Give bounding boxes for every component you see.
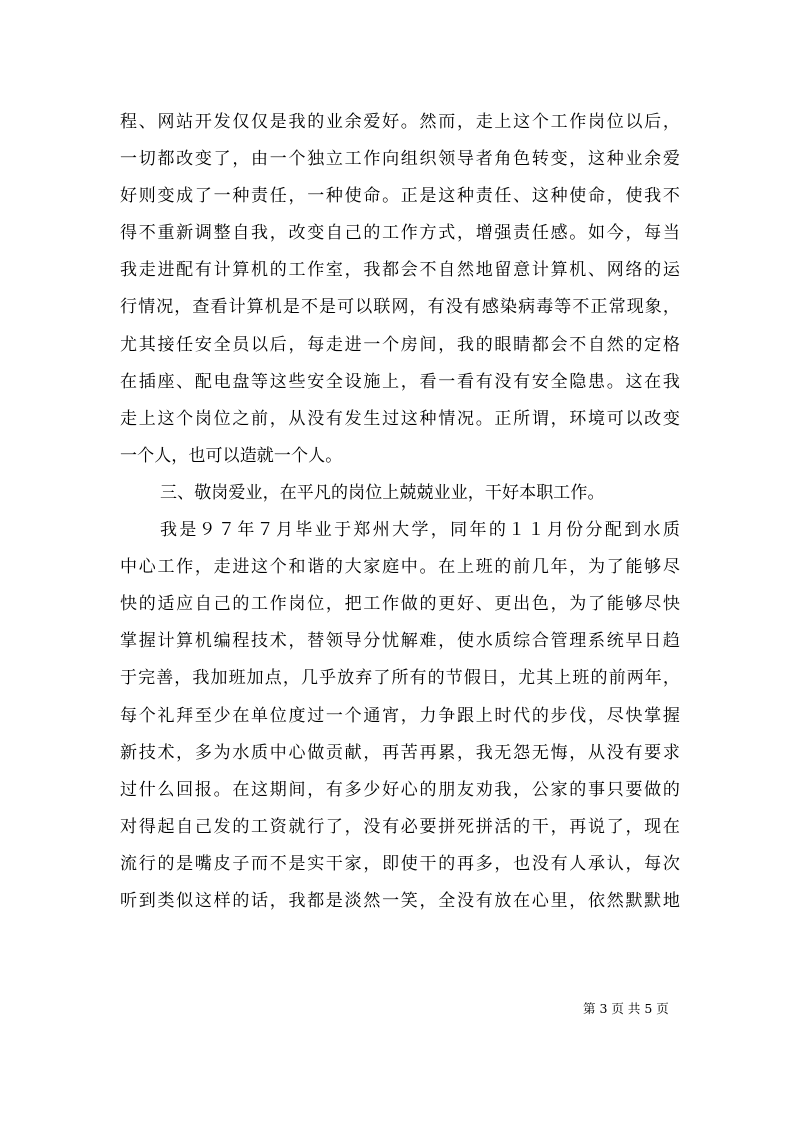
section-heading: 三、敬岗爱业，在平凡的岗位上兢兢业业，干好本职工作。	[160, 482, 605, 503]
document-body	[120, 104, 680, 920]
text-line: 过什么回报。在这期间，有多少好心的朋友劝我，公家的事只要做的	[120, 779, 680, 800]
text-line: 程、网站开发仅仅是我的业余爱好。然而，走上这个工作岗位以后，	[120, 112, 680, 132]
text-line: 掌握计算机编程技术，替领导分忧解难，使水质综合管理系统早日趋	[120, 631, 680, 652]
text-line: 每个礼拜至少在单位度过一个通宵，力争跟上时代的步伐，尽快掌握	[120, 705, 680, 726]
text-line: 中心工作，走进这个和谐的大家庭中。在上班的前几年，为了能够尽	[120, 557, 680, 578]
text-line: 对得起自己发的工资就行了，没有必要拼死拼活的干，再说了，现在	[120, 816, 680, 837]
text-line: 于完善，我加班加点，几乎放弃了所有的节假日，尤其上班的前两年，	[120, 668, 680, 689]
text-line: 得不重新调整自我，改变自己的工作方式，增强责任感。如今，每当	[120, 223, 680, 244]
text-line: 快的适应自己的工作岗位，把工作做的更好、更出色，为了能够尽快	[120, 594, 680, 615]
text-line: 新技术，多为水质中心做贡献，再苦再累，我无怨无悔，从没有要求	[120, 742, 680, 763]
text-line: 我是９７年７月毕业于郑州大学，同年的１１月份分配到水质	[160, 520, 680, 541]
text-line: 尤其接任安全员以后，每走进一个房间，我的眼睛都会不自然的定格	[120, 334, 680, 355]
text-line: 一个人，也可以造就一个人。	[120, 445, 343, 466]
page-number-footer: 第 3 页 共 5 页	[583, 1001, 669, 1016]
text-line: 好则变成了一种责任，一种使命。正是这种责任、这种使命，使我不	[120, 186, 680, 207]
text-line: 一切都改变了，由一个独立工作向组织领导者角色转变，这种业余爱	[120, 149, 680, 170]
text-line: 在插座、配电盘等这些安全设施上，看一看有没有安全隐患。这在我	[120, 371, 680, 392]
text-line: 听到类似这样的话，我都是淡然一笑，全没有放在心里，依然默默地	[120, 890, 680, 911]
text-line: 走上这个岗位之前，从没有发生过这种情况。正所谓，环境可以改变	[120, 408, 680, 429]
text-line: 行情况，查看计算机是不是可以联网，有没有感染病毒等不正常现象，	[120, 297, 680, 318]
text-line: 我走进配有计算机的工作室，我都会不自然地留意计算机、网络的运	[120, 260, 680, 281]
text-line: 流行的是嘴皮子而不是实干家，即使干的再多，也没有人承认，每次	[120, 853, 680, 874]
